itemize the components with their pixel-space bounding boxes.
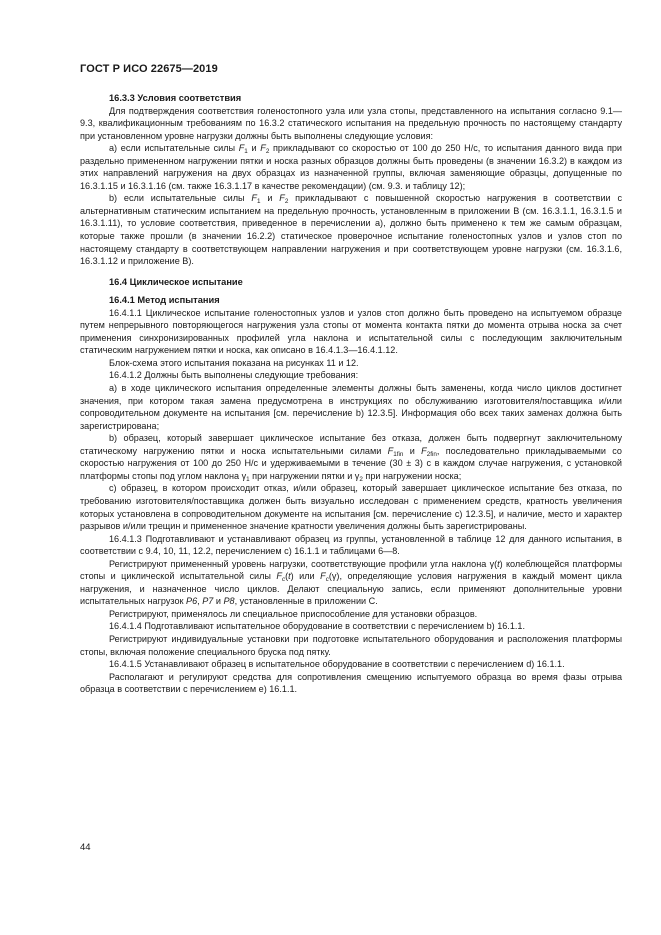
section-heading-16-3-3: 16.3.3 Условия соответствия: [109, 93, 242, 103]
list-item-a: a) в ходе циклического испытания определенные элементы должны быть заменены, когда число циклов достигнет значения, при котором такая замена предусмотрена в инструкциях по обслуживанию изготовителя/поставщика и/или сопроводительном документе на испытания [см. перечисление b) 12.3.5]. Информация обо всех таких заменах должна быть зарегистрирована;: [80, 383, 622, 431]
paragraph: Регистрируют примененный уровень нагрузки, соответствующие профили угла наклона γ(t) колеблющейся платформы стопы и циклической испытательной силы $F_c(t)$ или $F_c(\gamma)$, определяющие условия нагружения в каждый момент цикла нагружения, и назначенное число циклов. Делают специальную запись, если применяют дополнительные уровни испытательных нагрузок P6, P7 и P8, установленные в приложении С.: [80, 558, 622, 607]
paragraph: 16.4.1.5 Устанавливают образец в испытательное оборудование в соответствии с перечислением d) 16.1.1.: [109, 659, 565, 670]
paragraph: Блок-схема этого испытания показана на рисунках 11 и 12.: [109, 357, 359, 368]
list-item-a: a) если испытательные силы $F_1$ и $F_2$ прикладывают со скоростью от 100 до 250 Н/с, то испытания данного вида при раздельно примененном нагружении пятки и носка разных образцов должны быть проведены (в значении 16.3.2) в каждом из этих направлений нагружения на двух образцах из назначенной группы, включая заменяющие образцы, допущенные по 16.3.1.15 и 16.3.1.16 (см. также 16.3.1.17 в качестве рекомендации) (см. 9.3. и таблицу 12);: [80, 143, 623, 191]
list-item-b: b) если испытательные силы $F_1$ и $F_2$ прикладывают с повышенной скоростью нагружения в соответствии с альтернативным статическим испытанием на предельную прочность, установленным в приложении В (см. 16.3.1.1, 16.3.1.5 и 16.3.1.11), то условие соответствия, приведенное в перечислении а), должно быть применено к тем же самым образцам, которые также прошли (в значении 16.2.2) статическое проверочное испытание голеностопных узлов и узлов стоп по настоящему стандарту в соответствующем направлении нагружения и при соответствующем уровне нагрузки (см. 16.3.1.6, 16.3.1.12 и приложение В).: [80, 193, 622, 267]
paragraph: Располагают и регулируют средства для сопротивления смещению испытуемого образца во время фазы отрыва образца в соответствии с перечислением е) 16.1.1.: [80, 671, 622, 695]
section-heading-16-4: 16.4 Циклическое испытание: [109, 276, 243, 287]
paragraph: 16.4.1.2 Должны быть выполнены следующие требования:: [109, 370, 359, 381]
page-body: [80, 92, 622, 696]
list-item-b: b) образец, который завершает циклическое испытание без отказа, должен быть подвергнут заключительному статическому нагружению пятки и носка испытательными силами $F_{1fin}$ и $F_{2fin}$, последовательно прикладываемыми со скоростью нагружения от 100 до 250 Н/с и удерживаемыми в течение (30 ± 3) с в каждом случае нагружения, с установкой платформы стопы под углом наклона $\gamma_1$ при нагружении пятки и $\gamma_2$ при нагружении носка;: [80, 433, 622, 483]
paragraph: 16.4.1.4 Подготавливают испытательное оборудование в соответствии с перечислением b) 16.1.1.: [109, 621, 526, 632]
paragraph: Регистрируют индивидуальные установки при подготовке испытательного оборудования и расположения платформы стопы, включая положение специального бруска под пятку.: [80, 633, 622, 657]
document-header: ГОСТ Р ИСО 22675—2019: [80, 63, 218, 75]
list-item-c: c) образец, в котором происходит отказ, и/или образец, который завершает циклическое испытание без отказа, по требованию изготовителя/поставщика должен быть визуально исследован с применением средств, кратность увеличения которых установлена в сопроводительном документе на испытания [см. перечисление с) 12.3.5], и наличие, место и характер разрывов и/или трещин и примененное значение кратности увеличения должны быть зарегистрированы.: [80, 483, 622, 532]
paragraph: Регистрируют, применялось ли специальное приспособление для установки образцов.: [109, 608, 478, 619]
paragraph: Для подтверждения соответствия голеностопного узла или узла стопы, представленного на испытания согласно 9.1—9.3, квалификационным требованиям по 16.3.2 статического испытания на предельную прочность по настоящему стандарту при установленном уровне нагрузки должны быть выполнены следующие условия:: [80, 105, 622, 141]
page-number: 44: [80, 842, 91, 853]
paragraph: 16.4.1.1 Циклическое испытание голеностопных узлов и узлов стоп должно быть проведено на испытуемом образце путем непрерывного повторяющегося нагружения узла стопы от момента контакта пятки до момента отрыва носка за счет применения синхронизированных профилей угла наклона и испытательной силы с последующим заключительным статическим нагружением пятки и носка, как описано в 16.4.1.3—16.4.1.12.: [80, 307, 622, 356]
paragraph: 16.4.1.3 Подготавливают и устанавливают образец из группы, установленной в таблице 12 для данного испытания, в соответствии с 9.4, 10, 11, 12.2, перечислением с) 16.1.1 и таблицами 6—8.: [80, 533, 622, 557]
section-heading-16-4-1: 16.4.1 Метод испытания: [109, 295, 220, 306]
